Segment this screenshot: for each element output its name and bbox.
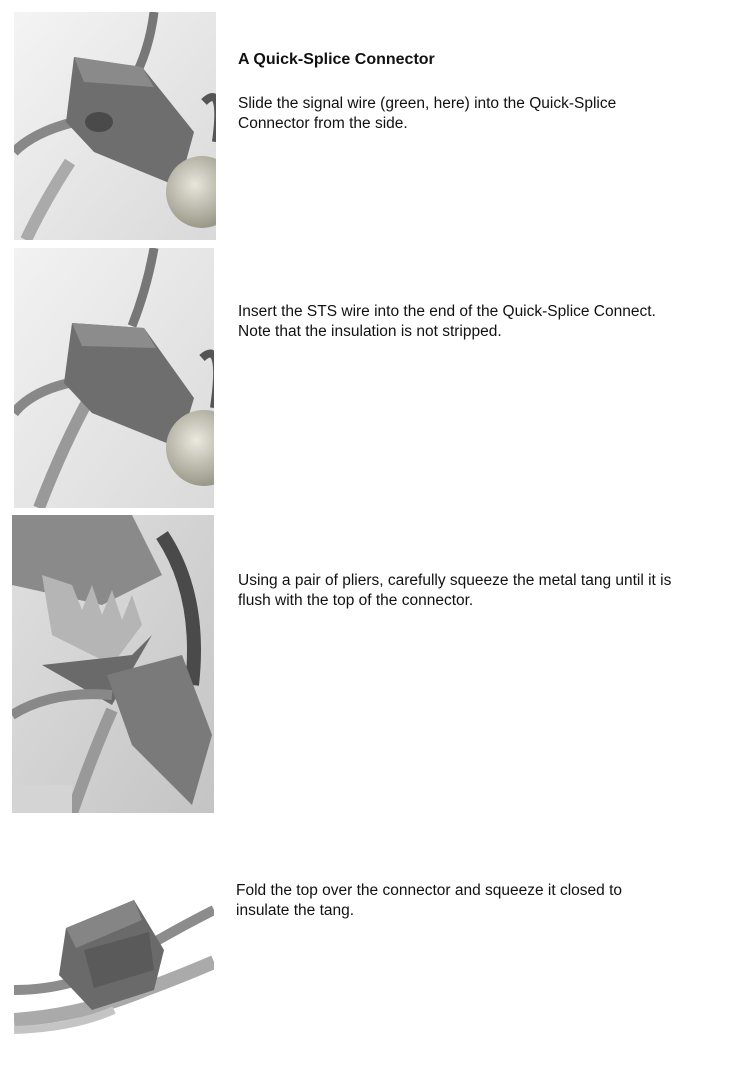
step-2-photo bbox=[14, 248, 214, 508]
step-1-text: Slide the signal wire (green, here) into the Quick-Splice Connector from the side. bbox=[238, 95, 617, 132]
step-1-photo bbox=[14, 12, 216, 240]
step-4-text: Fold the top over the connector and squeeze it closed to insulate the tang. bbox=[236, 882, 623, 919]
step-3-photo bbox=[12, 515, 214, 813]
page-title: A Quick-Splice Connector bbox=[238, 51, 435, 68]
step-4-photo bbox=[14, 880, 214, 1052]
step-2-text: Insert the STS wire into the end of the Quick-Splice Connect. Note that the insulation is not stripped. bbox=[238, 303, 656, 340]
step-3-text: Using a pair of pliers, carefully squeeze the metal tang until it is flush with the top of the connector. bbox=[238, 572, 672, 609]
